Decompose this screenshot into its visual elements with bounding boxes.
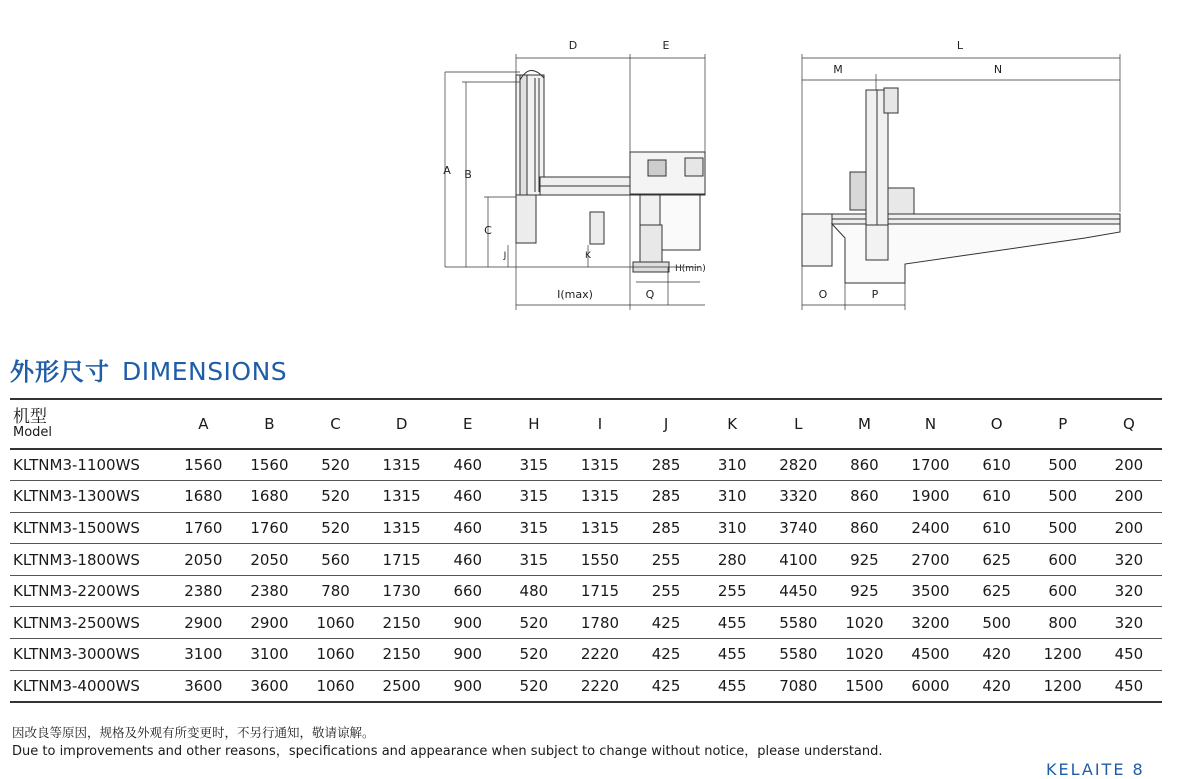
value-cell-k: 455 bbox=[717, 676, 747, 695]
value-cell-q: 320 bbox=[1114, 550, 1144, 569]
value-cell-j: 285 bbox=[651, 456, 681, 475]
value-cell-b: 1560 bbox=[250, 456, 289, 475]
value-cell-i: 1315 bbox=[580, 456, 620, 475]
value-cell-q: 200 bbox=[1114, 487, 1144, 506]
column-header-c: C bbox=[330, 415, 341, 433]
value-cell-h: 315 bbox=[519, 487, 549, 506]
value-cell-k: 255 bbox=[717, 582, 747, 601]
value-cell-b: 2900 bbox=[250, 613, 289, 632]
value-cell-c: 1060 bbox=[316, 676, 355, 695]
value-cell-q: 320 bbox=[1114, 582, 1144, 601]
value-cell-j: 285 bbox=[651, 487, 681, 506]
value-cell-c: 520 bbox=[321, 487, 350, 506]
value-cell-a: 1680 bbox=[184, 487, 223, 506]
value-cell-h: 520 bbox=[519, 645, 549, 664]
value-cell-p: 600 bbox=[1048, 550, 1078, 569]
value-cell-i: 2220 bbox=[580, 676, 620, 695]
model-cell: KLTNM3-2200WS bbox=[13, 582, 140, 601]
value-cell-c: 520 bbox=[321, 456, 350, 475]
column-header-i: I bbox=[597, 415, 603, 433]
value-cell-o: 610 bbox=[982, 487, 1011, 506]
table-row bbox=[10, 544, 1162, 576]
value-cell-k: 310 bbox=[717, 456, 747, 475]
column-header-m: M bbox=[857, 415, 871, 433]
dim-label-e: E bbox=[662, 39, 670, 52]
dim-label-d: D bbox=[568, 39, 578, 52]
section-title-cn: 外形尺寸 bbox=[10, 358, 110, 386]
value-cell-n: 4500 bbox=[911, 645, 950, 664]
model-column-header bbox=[10, 399, 170, 449]
value-cell-c: 520 bbox=[321, 518, 350, 537]
value-cell-b: 3600 bbox=[250, 676, 289, 695]
value-cell-p: 500 bbox=[1048, 487, 1078, 506]
value-cell-b: 1680 bbox=[250, 487, 289, 506]
column-header-n: N bbox=[924, 415, 937, 433]
value-cell-n: 6000 bbox=[911, 676, 950, 695]
dim-label-k: K bbox=[585, 251, 591, 261]
column-header-o: O bbox=[990, 415, 1003, 433]
value-cell-i: 1715 bbox=[580, 582, 620, 601]
value-cell-o: 625 bbox=[982, 582, 1011, 601]
value-cell-k: 280 bbox=[717, 550, 747, 569]
table-header-row bbox=[10, 399, 1162, 449]
value-cell-d: 2150 bbox=[382, 613, 421, 632]
value-cell-e: 660 bbox=[453, 582, 483, 601]
value-cell-k: 455 bbox=[717, 613, 747, 632]
dim-label-h: H(min) bbox=[675, 264, 706, 274]
table-row bbox=[10, 639, 1162, 671]
value-cell-o: 500 bbox=[982, 613, 1011, 632]
value-cell-h: 315 bbox=[519, 456, 549, 475]
value-cell-d: 1315 bbox=[382, 456, 421, 475]
value-cell-q: 200 bbox=[1114, 518, 1144, 537]
value-cell-i: 1315 bbox=[580, 518, 620, 537]
value-cell-i: 2220 bbox=[580, 645, 620, 664]
value-cell-m: 1500 bbox=[845, 676, 884, 695]
value-cell-n: 3200 bbox=[911, 613, 950, 632]
column-header-l: L bbox=[794, 415, 803, 433]
value-cell-c: 1060 bbox=[316, 645, 355, 664]
table-row bbox=[10, 449, 1162, 481]
value-cell-p: 500 bbox=[1048, 456, 1078, 475]
value-cell-a: 2050 bbox=[184, 550, 223, 569]
top-view-drawing bbox=[802, 54, 1120, 310]
column-header-q: Q bbox=[1122, 415, 1135, 433]
value-cell-e: 900 bbox=[453, 676, 483, 695]
dimension-drawing bbox=[0, 0, 1180, 330]
footnote-en: Due to improvements and other reasons，specifications and appearance when subject to change without notice，please understand. bbox=[12, 744, 883, 759]
dim-label-o: O bbox=[818, 288, 828, 301]
value-cell-l: 2820 bbox=[779, 456, 818, 475]
value-cell-a: 3100 bbox=[184, 645, 223, 664]
dim-label-a: A bbox=[443, 164, 451, 177]
value-cell-l: 7080 bbox=[779, 676, 818, 695]
value-cell-d: 1715 bbox=[382, 550, 421, 569]
value-cell-o: 610 bbox=[982, 518, 1011, 537]
value-cell-p: 1200 bbox=[1043, 676, 1082, 695]
value-cell-k: 310 bbox=[717, 518, 747, 537]
value-cell-d: 2150 bbox=[382, 645, 421, 664]
value-cell-e: 900 bbox=[453, 613, 483, 632]
table-row bbox=[10, 607, 1162, 639]
table-body bbox=[10, 449, 1162, 702]
model-cell: KLTNM3-1500WS bbox=[13, 518, 140, 537]
model-cell: KLTNM3-1100WS bbox=[13, 456, 140, 475]
dim-label-p: P bbox=[871, 288, 879, 301]
value-cell-j: 425 bbox=[651, 676, 681, 695]
value-cell-o: 420 bbox=[982, 676, 1011, 695]
value-cell-e: 460 bbox=[453, 550, 483, 569]
value-cell-m: 860 bbox=[850, 456, 879, 475]
value-cell-d: 1730 bbox=[382, 582, 421, 601]
column-header-a: A bbox=[198, 415, 209, 433]
dim-label-m: M bbox=[833, 63, 843, 76]
value-cell-a: 2380 bbox=[184, 582, 223, 601]
value-cell-h: 315 bbox=[519, 550, 549, 569]
value-cell-h: 520 bbox=[519, 676, 549, 695]
model-cell: KLTNM3-2500WS bbox=[13, 613, 140, 632]
value-cell-a: 3600 bbox=[184, 676, 223, 695]
dimensions-table bbox=[10, 398, 1162, 703]
column-header-e: E bbox=[463, 415, 473, 433]
value-cell-h: 480 bbox=[519, 582, 549, 601]
model-cell: KLTNM3-4000WS bbox=[13, 676, 140, 695]
model-cell: KLTNM3-3000WS bbox=[13, 645, 140, 664]
model-header-cn: 机型 bbox=[13, 407, 47, 427]
value-cell-i: 1550 bbox=[580, 550, 620, 569]
dim-label-l: L bbox=[956, 39, 964, 52]
value-cell-e: 900 bbox=[453, 645, 483, 664]
value-cell-e: 460 bbox=[453, 456, 483, 475]
value-cell-q: 450 bbox=[1114, 645, 1144, 664]
value-cell-m: 860 bbox=[850, 487, 879, 506]
value-cell-a: 1760 bbox=[184, 518, 223, 537]
side-view-drawing bbox=[445, 54, 705, 310]
section-title-en: DIMENSIONS bbox=[122, 357, 288, 386]
footnote-cn: 因改良等原因，规格及外观有所变更时，不另行通知，敬请谅解。 bbox=[12, 725, 375, 740]
model-cell: KLTNM3-1800WS bbox=[13, 550, 140, 569]
value-cell-j: 285 bbox=[651, 518, 681, 537]
table-row bbox=[10, 670, 1162, 702]
value-cell-a: 2900 bbox=[184, 613, 223, 632]
dim-label-i: I(max) bbox=[557, 288, 593, 301]
table-row bbox=[10, 481, 1162, 513]
value-cell-j: 255 bbox=[651, 582, 681, 601]
value-cell-c: 1060 bbox=[316, 613, 355, 632]
table-row bbox=[10, 575, 1162, 607]
column-header-k: K bbox=[727, 415, 738, 433]
column-header-h: H bbox=[528, 415, 540, 433]
value-cell-m: 1020 bbox=[845, 645, 884, 664]
value-cell-l: 4450 bbox=[779, 582, 818, 601]
value-cell-d: 1315 bbox=[382, 518, 421, 537]
value-cell-n: 1900 bbox=[911, 487, 950, 506]
value-cell-p: 600 bbox=[1048, 582, 1078, 601]
value-cell-o: 420 bbox=[982, 645, 1011, 664]
value-cell-c: 780 bbox=[321, 582, 350, 601]
value-cell-i: 1780 bbox=[580, 613, 620, 632]
value-cell-h: 315 bbox=[519, 518, 549, 537]
column-header-p: P bbox=[1058, 415, 1068, 433]
table-header bbox=[10, 399, 1162, 449]
value-cell-n: 3500 bbox=[911, 582, 950, 601]
table-row bbox=[10, 512, 1162, 544]
value-cell-b: 3100 bbox=[250, 645, 289, 664]
value-cell-b: 2380 bbox=[250, 582, 289, 601]
value-cell-d: 2500 bbox=[382, 676, 421, 695]
value-cell-b: 1760 bbox=[250, 518, 289, 537]
value-cell-n: 2700 bbox=[911, 550, 950, 569]
value-cell-i: 1315 bbox=[580, 487, 620, 506]
value-cell-l: 4100 bbox=[779, 550, 818, 569]
value-cell-c: 560 bbox=[321, 550, 350, 569]
value-cell-j: 425 bbox=[651, 645, 681, 664]
value-cell-h: 520 bbox=[519, 613, 549, 632]
value-cell-k: 310 bbox=[717, 487, 747, 506]
value-cell-o: 625 bbox=[982, 550, 1011, 569]
value-cell-k: 455 bbox=[717, 645, 747, 664]
column-header-b: B bbox=[264, 415, 275, 433]
value-cell-l: 5580 bbox=[779, 645, 818, 664]
value-cell-n: 1700 bbox=[911, 456, 950, 475]
value-cell-q: 320 bbox=[1114, 613, 1144, 632]
value-cell-d: 1315 bbox=[382, 487, 421, 506]
value-cell-o: 610 bbox=[982, 456, 1011, 475]
value-cell-m: 925 bbox=[850, 550, 879, 569]
value-cell-j: 255 bbox=[651, 550, 681, 569]
model-cell: KLTNM3-1300WS bbox=[13, 487, 140, 506]
value-cell-p: 800 bbox=[1048, 613, 1078, 632]
brand-footer: KELAITE 8 bbox=[1046, 760, 1145, 779]
dim-label-c: C bbox=[484, 224, 492, 237]
value-cell-e: 460 bbox=[453, 487, 483, 506]
value-cell-m: 1020 bbox=[845, 613, 884, 632]
value-cell-q: 450 bbox=[1114, 676, 1144, 695]
dim-label-q: Q bbox=[645, 288, 655, 301]
dim-label-n: N bbox=[993, 63, 1003, 76]
value-cell-a: 1560 bbox=[184, 456, 223, 475]
value-cell-p: 500 bbox=[1048, 518, 1078, 537]
value-cell-j: 425 bbox=[651, 613, 681, 632]
value-cell-l: 3320 bbox=[779, 487, 818, 506]
value-cell-p: 1200 bbox=[1043, 645, 1082, 664]
value-cell-e: 460 bbox=[453, 518, 483, 537]
column-header-d: D bbox=[395, 415, 408, 433]
value-cell-l: 3740 bbox=[779, 518, 818, 537]
value-cell-n: 2400 bbox=[911, 518, 950, 537]
model-header-en: Model bbox=[13, 425, 53, 440]
dim-label-b: B bbox=[464, 168, 472, 181]
value-cell-m: 860 bbox=[850, 518, 879, 537]
value-cell-q: 200 bbox=[1114, 456, 1144, 475]
section-title bbox=[10, 352, 287, 388]
value-cell-l: 5580 bbox=[779, 613, 818, 632]
value-cell-b: 2050 bbox=[250, 550, 289, 569]
value-cell-m: 925 bbox=[850, 582, 879, 601]
column-header-j: J bbox=[663, 415, 669, 433]
dim-label-j: J bbox=[503, 251, 507, 261]
